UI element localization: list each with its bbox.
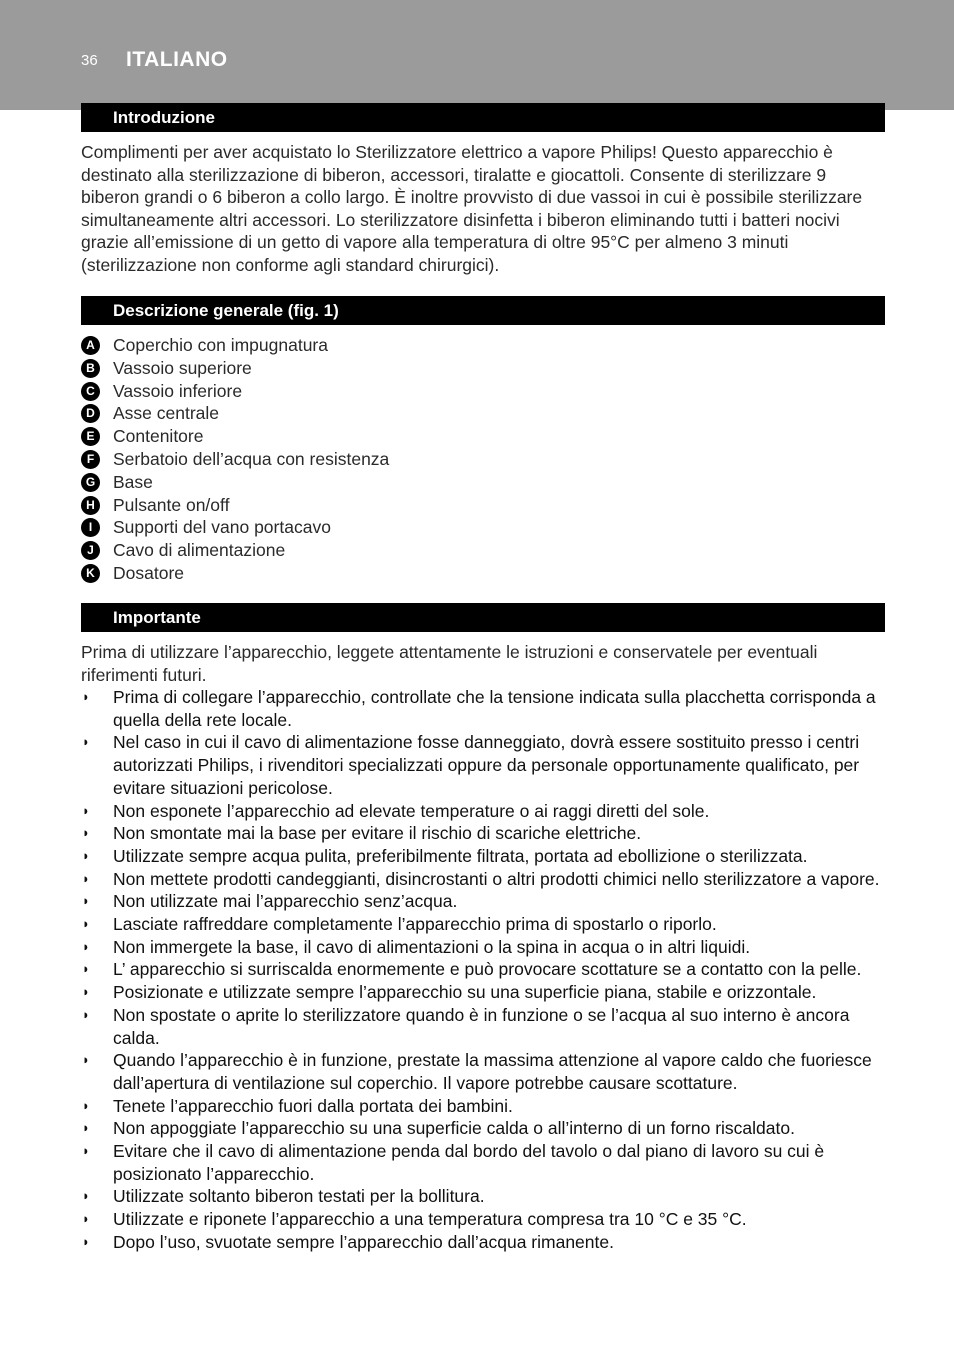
warning-item xyxy=(81,800,885,823)
part-label: Vassoio inferiore xyxy=(113,380,243,401)
warning-item xyxy=(81,845,885,868)
part-item xyxy=(81,334,389,357)
part-letter-badge: J xyxy=(81,541,100,560)
important-intro: Prima di utilizzare l’apparecchio, leggete attentamente le istruzioni e conservatele per eventuali riferimenti futuri. xyxy=(81,642,818,685)
part-letter-badge: H xyxy=(81,496,100,515)
part-item xyxy=(81,357,389,380)
bullet-icon: ◗ xyxy=(82,689,90,704)
warning-item xyxy=(81,822,885,845)
bullet-icon: ◗ xyxy=(82,1006,90,1022)
header-band xyxy=(0,0,954,110)
part-letter-badge: B xyxy=(81,359,100,378)
warning-item xyxy=(81,731,885,799)
part-label: Asse centrale xyxy=(113,403,220,424)
warning-item xyxy=(81,1004,885,1049)
part-item xyxy=(81,425,389,448)
bullet-icon: ◗ xyxy=(82,1211,90,1227)
warning-item xyxy=(81,1140,885,1185)
warning-item xyxy=(81,1208,885,1231)
warning-item xyxy=(81,686,885,731)
language-heading: ITALIANO xyxy=(126,48,228,71)
part-label: Dosatore xyxy=(113,562,185,583)
part-item xyxy=(81,448,389,471)
warning-text: Utilizzate sempre acqua pulita, preferibilmente filtrata, portata ad ebollizione o sterilizzata. xyxy=(113,845,808,866)
part-label: Vassoio superiore xyxy=(113,357,252,378)
warning-text: Nel caso in cui il cavo di alimentazione fosse danneggiato, dovrà essere sostituito presso i centri autorizzati Philips, i rivenditori specializzati oppure da personale opportunamente qualificato, per evitare situazioni pericolose. xyxy=(113,732,860,798)
bullet-icon: ◗ xyxy=(82,1120,90,1136)
part-label: Cavo di alimentazione xyxy=(113,540,286,561)
intro-paragraph: Complimenti per aver acquistato lo Sterilizzatore elettrico a vapore Philips! Questo apparecchio è destinato alla sterilizzazione di biberon, accessori, tiralatte e giocattoli. Consente di sterilizzare 9 biberon grandi o 6 biberon a collo largo. È inoltre provvisto di due vassoi in cui è possibile sterilizzare simultaneamente altri accessori. Lo sterilizzatore disinfetta i biberon eliminando tutti i batteri nocivi grazie all’emissione di un getto di vapore alla temperatura di oltre 95°C per almeno 3 minuti (sterilizzazione non conforme agli standard chirurgici). xyxy=(81,142,863,275)
warning-item xyxy=(81,890,885,913)
part-item xyxy=(81,494,389,517)
section-heading-importante: Importante xyxy=(81,603,885,632)
part-item xyxy=(81,516,389,539)
bullet-icon: ◗ xyxy=(82,916,90,932)
section-heading-introduzione: Introduzione xyxy=(81,103,885,132)
warning-item xyxy=(81,1117,885,1140)
page-number: 36 xyxy=(81,52,98,69)
bullet-icon: ◗ xyxy=(82,893,90,909)
warning-text: Lasciate raffreddare completamente l’apparecchio prima di spostarlo o riporlo. xyxy=(113,914,717,935)
bullet-icon: ◗ xyxy=(82,734,90,750)
part-label: Supporti del vano portacavo xyxy=(113,517,331,538)
part-item xyxy=(81,471,389,494)
warning-text: Non immergete la base, il cavo di alimentazioni o la spina in acqua o in altri liquidi. xyxy=(113,936,751,957)
warning-item xyxy=(81,936,885,959)
warning-text: Quando l’apparecchio è in funzione, prestate la massima attenzione al vapore caldo che fuoriesce dall’apertura di ventilazione sul coperchio. Il vapore potrebbe causare scottature. xyxy=(113,1050,872,1093)
bullet-icon: ◗ xyxy=(82,825,90,841)
warning-text: Non spostate o aprite lo sterilizzatore quando è in funzione o se l’acqua al suo interno è ancora calda. xyxy=(113,1004,850,1048)
part-label: Coperchio con impugnatura xyxy=(113,335,328,355)
warnings-list xyxy=(81,686,885,1254)
part-letter-badge: I xyxy=(81,518,100,537)
bullet-icon: ◗ xyxy=(82,847,90,863)
warning-item xyxy=(81,913,885,936)
bullet-icon: ◗ xyxy=(82,984,90,1000)
warning-item xyxy=(81,981,885,1004)
warning-item xyxy=(81,958,885,981)
bullet-icon: ◗ xyxy=(82,961,90,977)
warning-item xyxy=(81,1049,885,1094)
part-letter-badge: D xyxy=(81,404,100,423)
bullet-icon: ◗ xyxy=(82,1233,90,1249)
part-item xyxy=(81,380,389,403)
part-letter-badge: G xyxy=(81,473,100,492)
bullet-icon: ◗ xyxy=(82,1143,90,1159)
part-letter-badge: F xyxy=(81,450,100,469)
part-label: Contenitore xyxy=(113,426,204,447)
part-item xyxy=(81,562,389,585)
warning-item xyxy=(81,1095,885,1118)
parts-list xyxy=(81,334,389,585)
warning-text: Evitare che il cavo di alimentazione penda dal bordo del tavolo o dal piano di lavoro su cui è posizionato l’apparecchio. xyxy=(113,1141,825,1184)
part-letter-badge: A xyxy=(81,336,100,355)
bullet-icon: ◗ xyxy=(82,1188,90,1204)
part-label: Serbatoio dell’acqua con resistenza xyxy=(113,448,390,469)
warning-text: Tenete l’apparecchio fuori dalla portata dei bambini. xyxy=(113,1095,513,1116)
warning-text: Utilizzate e riponete l’apparecchio a una temperatura compresa tra 10 °C e 35 °C. xyxy=(113,1209,747,1230)
part-label: Base xyxy=(113,471,153,492)
part-letter-badge: C xyxy=(81,382,100,401)
bullet-icon: ◗ xyxy=(82,1097,90,1113)
warning-text: Posizionate e utilizzate sempre l’apparecchio su una superficie piana, stabile e orizzontale. xyxy=(113,982,817,1003)
warning-item xyxy=(81,1231,885,1254)
part-letter-badge: E xyxy=(81,427,100,446)
part-item xyxy=(81,539,389,562)
warning-text: Prima di collegare l’apparecchio, controllate che la tensione indicata sulla placchetta corrisponda a quella della rete locale. xyxy=(113,687,876,730)
part-label: Pulsante on/off xyxy=(113,494,230,515)
part-letter-badge: K xyxy=(81,564,100,583)
bullet-icon: ◗ xyxy=(82,802,90,818)
bullet-icon: ◗ xyxy=(82,938,90,954)
warning-item xyxy=(81,1185,885,1208)
warning-text: Dopo l’uso, svuotate sempre l’apparecchio dall’acqua rimanente. xyxy=(113,1231,614,1252)
warning-item xyxy=(81,868,885,891)
warning-text: Non smontate mai la base per evitare il rischio di scariche elettriche. xyxy=(113,823,642,844)
warning-text: L’ apparecchio si surriscalda enormemente e può provocare scottature se a contatto con la pelle. xyxy=(113,959,862,980)
warning-text: Non mettete prodotti candeggianti, disincrostanti o altri prodotti chimici nello sterilizzatore a vapore. xyxy=(113,868,880,889)
bullet-icon: ◗ xyxy=(82,870,90,886)
bullet-icon: ◗ xyxy=(82,1052,90,1068)
warning-text: Non esponete l’apparecchio ad elevate temperature o ai raggi diretti del sole. xyxy=(113,800,710,821)
warning-text: Utilizzate soltanto biberon testati per la bollitura. xyxy=(113,1186,485,1207)
part-item xyxy=(81,402,389,425)
warning-text: Non utilizzate mai l’apparecchio senz’acqua. xyxy=(113,891,458,912)
warning-text: Non appoggiate l’apparecchio su una superficie calda o all’interno di un forno riscaldato. xyxy=(113,1118,795,1139)
section-heading-descrizione: Descrizione generale (fig. 1) xyxy=(81,296,885,325)
